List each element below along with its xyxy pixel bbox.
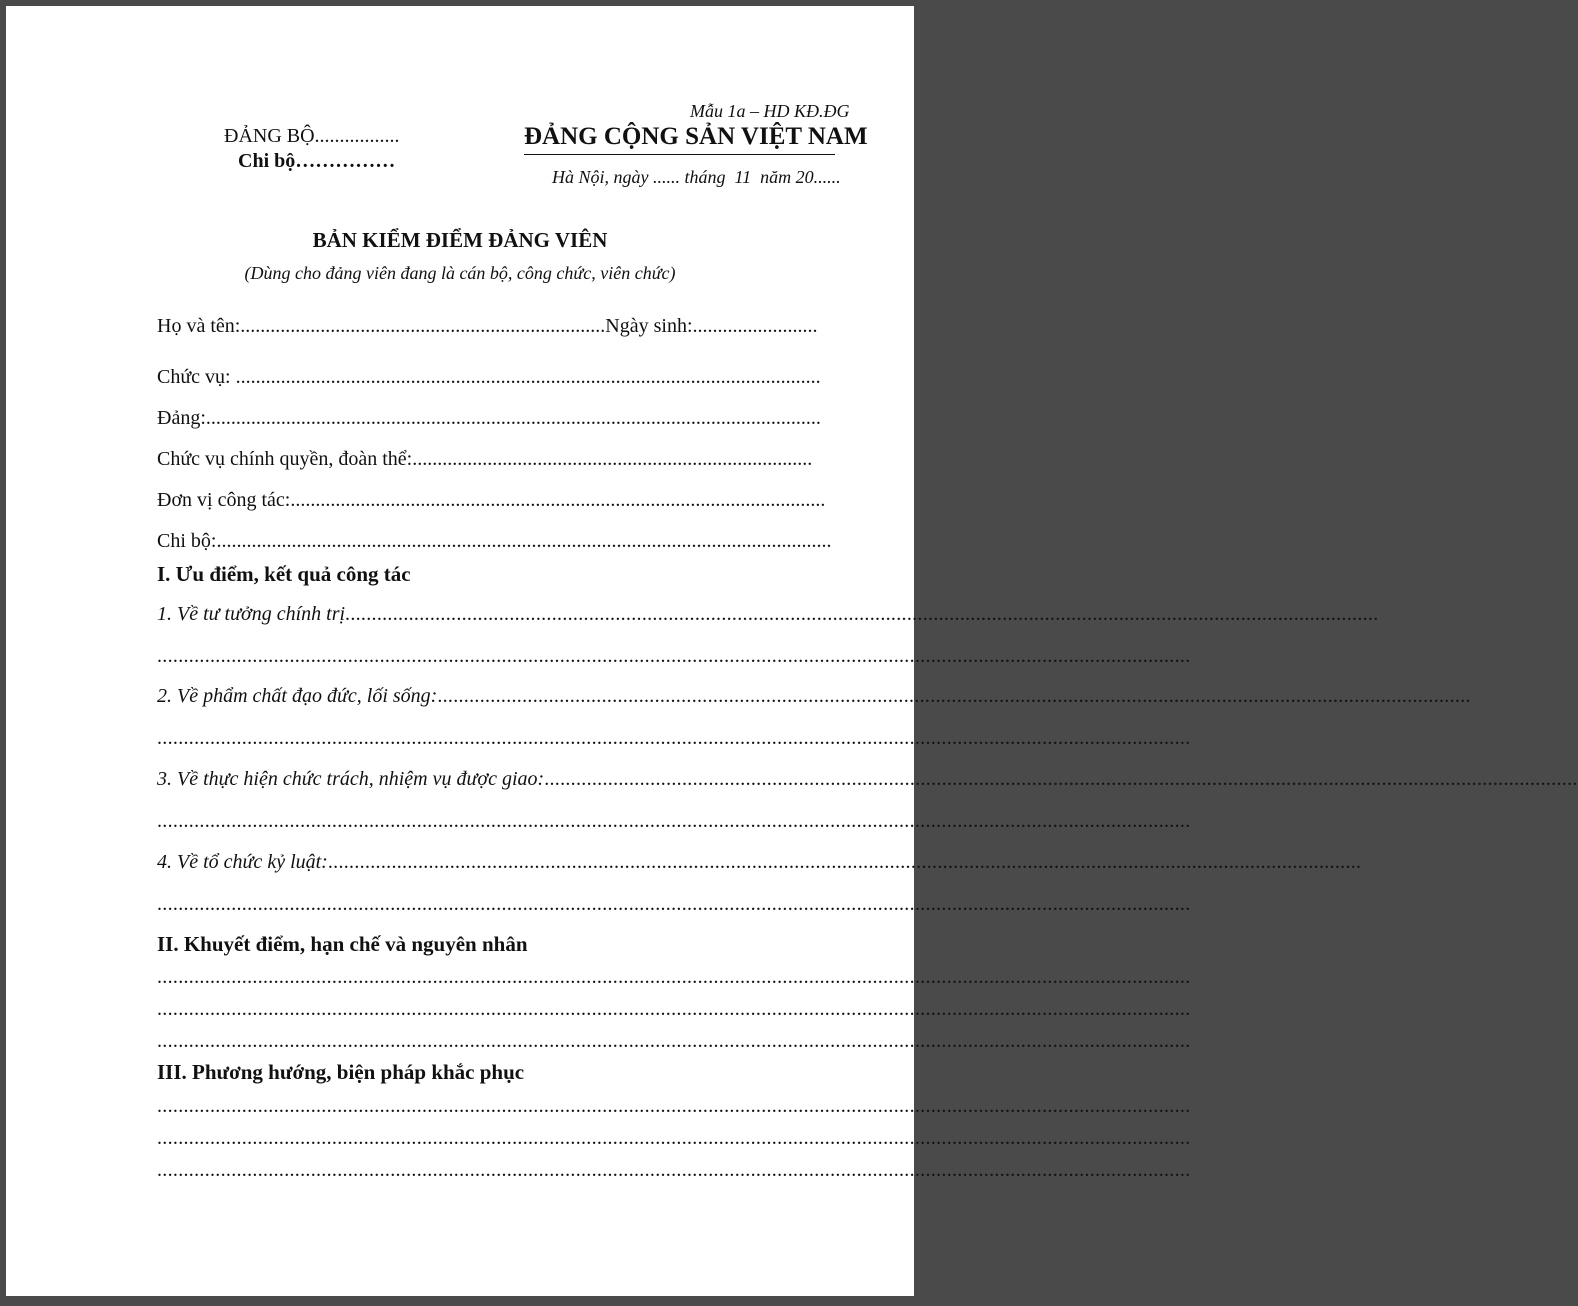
- dotted-line: ...................................................................................................................................................................................................: [157, 998, 1191, 1020]
- dotted-line: ...................................................................................................................................................................................................: [345, 603, 1379, 625]
- item-2-label: 2. Về phẩm chất đạo đức, lối sống:: [157, 685, 438, 707]
- dotted-line: ...................................................................................................................................................................................................: [157, 966, 1191, 988]
- dotted-line: ...................................................................................................................................................................................................: [157, 893, 1191, 915]
- dotted-line: ...................................................................................................................................................................................................: [437, 685, 1471, 707]
- dotted-line: ...................................................................................................................................................................................................: [157, 645, 1191, 667]
- section-2-heading: II. Khuyết điểm, hạn chế và nguyên nhân: [157, 932, 528, 956]
- field-party: Đảng:...........................................................................................................................: [157, 407, 821, 429]
- form-code: Mẫu 1a – HD KĐ.ĐG: [690, 101, 850, 121]
- item-3-line: [157, 768, 1578, 793]
- dotted-line: ...................................................................................................................................................................................................: [157, 1030, 1191, 1052]
- dotted-line: ...................................................................................................................................................................................................: [327, 851, 1362, 873]
- party-name: ĐẢNG CỘNG SẢN VIỆT NAM: [524, 123, 868, 150]
- item-3-label: 3. Về thực hiện chức trách, nhiệm vụ được giao:: [157, 768, 545, 790]
- dotted-line: ...................................................................................................................................................................................................: [157, 810, 1191, 832]
- document-title: BẢN KIỂM ĐIỂM ĐẢNG VIÊN: [312, 228, 608, 252]
- section-3-heading: III. Phương hướng, biện pháp khắc phục: [157, 1060, 525, 1084]
- item-4-line: [157, 851, 1362, 876]
- field-work-unit: Đơn vị công tác:...........................................................................................................: [157, 489, 826, 511]
- party-cell-label: Chi bộ……………: [238, 150, 396, 172]
- document-subtitle: (Dùng cho đảng viên đang là cán bộ, công chức, viên chức): [244, 263, 676, 283]
- party-name-underline: [524, 154, 835, 155]
- dotted-line: ...................................................................................................................................................................................................: [157, 1159, 1191, 1181]
- field-gov-position: Chức vụ chính quyền, đoàn thể:................................................................................: [157, 448, 813, 470]
- dotted-line: ...................................................................................................................................................................................................: [544, 768, 1578, 790]
- field-full-name: Họ và tên:.........................................................................Ngày sinh:.........................: [157, 315, 818, 337]
- document-page: [6, 6, 1578, 1296]
- section-1-heading: I. Ưu điểm, kết quả công tác: [157, 562, 411, 586]
- dotted-line: ...................................................................................................................................................................................................: [157, 1127, 1191, 1149]
- dotted-line: ...................................................................................................................................................................................................: [157, 1095, 1191, 1117]
- item-1-label: 1. Về tư tưởng chính trị: [157, 603, 346, 625]
- item-2-line: [157, 685, 1471, 710]
- field-party-cell: Chi bộ:...........................................................................................................................: [157, 530, 832, 552]
- place-date: Hà Nội, ngày ...... tháng 11 năm 20......: [552, 167, 841, 187]
- field-position: Chức vụ: .....................................................................................................................: [157, 366, 821, 388]
- dotted-line: ...................................................................................................................................................................................................: [157, 727, 1191, 749]
- party-committee-label: ĐẢNG BỘ.................: [224, 125, 400, 147]
- item-4-label: 4. Về tổ chức kỷ luật:: [157, 851, 328, 873]
- item-1-line: [157, 603, 1379, 628]
